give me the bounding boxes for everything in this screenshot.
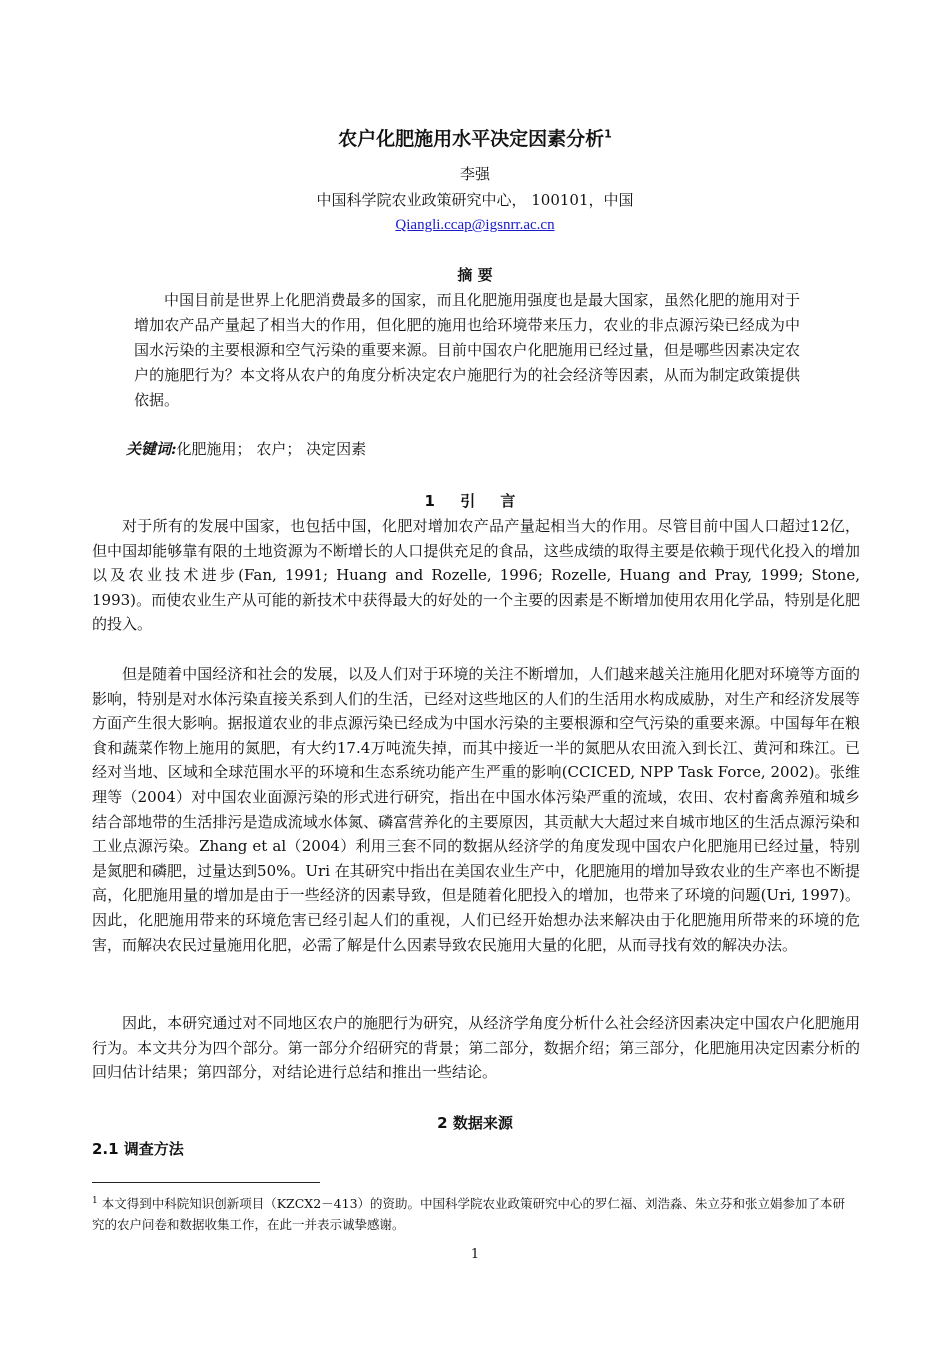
intro-paragraph-1: 对于所有的发展中国家，也包括中国，化肥对增加农产品产量起相当大的作用。尽管目前中国人口超过12亿，但中国却能够靠有限的土地资源为不断增长的人口提供充足的食品，这些成绩的取得主要是依赖于现代化投入的增加以及农业技术进步(Fan, 1991; Huang and Rozelle, 1996; Rozelle, Huang and Pray, 1999; Stone, 1993)。而使农业生产从可能的新技术中获得最大的好处的一个主要的因素是不断增加使用农用化学品，特别是化肥的投入。 xyxy=(92,517,860,634)
abstract-paragraph: 中国目前是世界上化肥消费最多的国家，而且化肥施用强度也是最大国家，虽然化肥的施用对于增加农产品产量起了相当大的作用，但化肥的施用也给环境带来压力，农业的非点源污染已经成为中国水污染的主要根源和空气污染的重要来源。目前中国农户化肥施用已经过量，但是哪些因素决定农户的施肥行为？本文将从农户的角度分析决定农户施肥行为的社会经济等因素，从而为制定政策提供依据。 xyxy=(134,291,800,409)
author-name: 李强 xyxy=(459,165,490,183)
author-email-link[interactable]: Qiangli.ccap@igsnrr.ac.cn xyxy=(395,217,555,233)
paper-title xyxy=(0,124,950,151)
section-1-heading: 1 引 言 xyxy=(424,492,526,510)
keywords-line xyxy=(126,438,366,459)
footnote-divider xyxy=(92,1182,320,1183)
subsection-2-1-heading: 2.1 调查方法 xyxy=(92,1140,184,1158)
footnote-text: 本文得到中科院知识创新项目（KZCX2－413）的资助。中国科学院农业政策研究中心的罗仁福、刘浩淼、朱立芬和张立娟参加了本研究的农户问卷和数据收集工作，在此一并表示诚挚感谢。 xyxy=(92,1196,846,1233)
keywords-label: 关键词: xyxy=(126,440,177,458)
title-text: 农户化肥施用水平决定因素分析 xyxy=(338,128,605,150)
author-affiliation: 中国科学院农业政策研究中心， 100101，中国 xyxy=(316,191,634,209)
page-number: 1 xyxy=(470,1247,480,1262)
email-line xyxy=(0,215,950,234)
intro-paragraph-2: 但是随着中国经济和社会的发展，以及人们对于环境的关注不断增加，人们越来越关注施用化肥对环境等方面的影响，特别是对水体污染直接关系到人们的生活，已经对这些地区的人们的生活用水构成威胁，对生产和经济发展等方面产生很大影响。据报道农业的非点源污染已经成为中国水污染的主要根源和空气污染的重要来源。中国每年在粮食和蔬菜作物上施用的氮肥，有大约17.4万吨流失掉，而其中接近一半的氮肥从农田流入到长江、黄河和珠江。已经对当地、区域和全球范围水平的环境和生态系统功能产生严重的影响(CCICED, NPP Task Force, 2002)。张维理等（2004）对中国农业面源污染的形式进行研究，指出在中国水体污染严重的流域，农田、农村畜禽养殖和城乡结合部地带的生活排污是造成流域水体氮、磷富营养化的主要原因，其贡献大大超过来自城市地区的生活点源污染和工业点源污染。Zhang et al（2004）利用三套不同的数据从经济学的角度发现中国农户化肥施用已经过量，特别是氮肥和磷肥，过量达到50%。Uri 在其研究中指出在美国农业生产中，化肥施用的增加导致农业的生产率也不断提高，化肥施用量的增加是由于一些经济的因素导致，但是随着化肥投入的增加，也带来了环境的问题(Uri, 1997)。因此，化肥施用带来的环境危害已经引起人们的重视，人们已经开始想办法来解决由于化肥施用所带来的环境的危害，而解决农民过量施用化肥，必需了解是什么因素导致农民施用大量的化肥，从而寻找有效的解决办法。 xyxy=(92,665,860,954)
title-footnote-mark[interactable]: 1 xyxy=(604,127,612,141)
abstract-heading: 摘 要 xyxy=(457,266,493,284)
section-2-heading: 2 数据来源 xyxy=(437,1114,513,1132)
keywords-list: 化肥施用； 农户； 决定因素 xyxy=(176,440,367,458)
footnote-1 xyxy=(92,1191,852,1235)
footnote-mark: 1 xyxy=(92,1196,98,1206)
intro-paragraph-3: 因此，本研究通过对不同地区农户的施肥行为研究，从经济学角度分析什么社会经济因素决定中国农户化肥施用行为。本文共分为四个部分。第一部分介绍研究的背景；第二部分，数据介绍；第三部分，化肥施用决定因素分析的回归估计结果；第四部分，对结论进行总结和推出一些结论。 xyxy=(92,1014,860,1082)
